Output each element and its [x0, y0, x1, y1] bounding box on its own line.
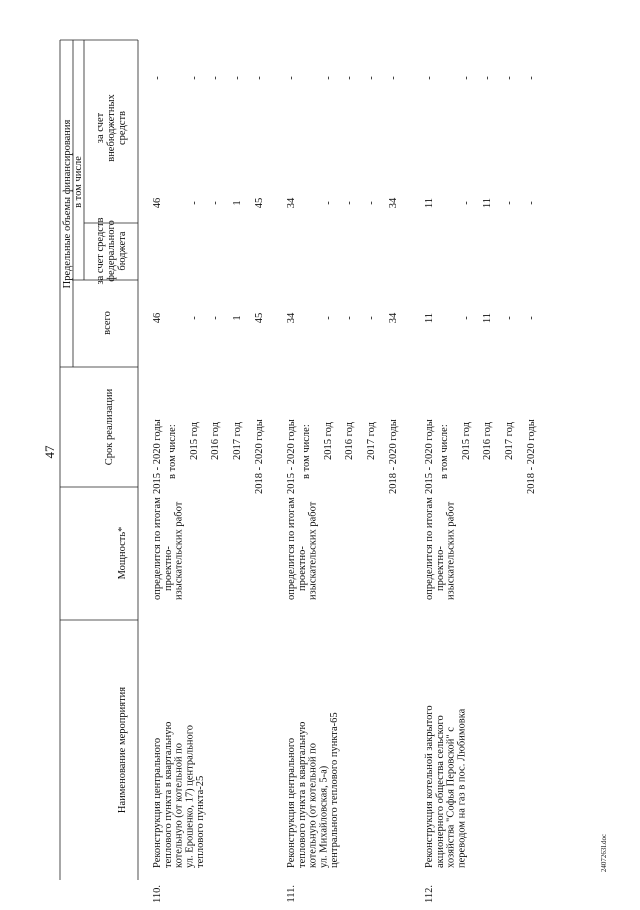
header-extrabudget-line: средств [117, 111, 128, 145]
row-federal-value: - [189, 201, 200, 205]
row-extrabudget-value: - [286, 76, 297, 80]
header-funding-group: Предельные объемы финансирования [62, 119, 73, 289]
row-total-value: - [323, 316, 334, 320]
row-term-line: 2015 - 2020 годы [286, 419, 297, 494]
row-federal-value: - [366, 201, 377, 205]
header-federal-line: за счет средств [95, 217, 106, 285]
row-federal-value: - [323, 201, 334, 205]
row-name-line: ул. Ерошенко, 17) центрального [184, 724, 196, 868]
row-number: 112. [424, 885, 435, 903]
footer-code: 2407263l.doc [600, 833, 608, 873]
header-name: Наименование мероприятия [117, 686, 128, 814]
row-name-line: Реконструкция центрального [152, 737, 163, 868]
row-extrabudget-value: - [323, 76, 334, 80]
row-term-line: в том числе: [439, 424, 450, 479]
row-total-value: - [210, 316, 221, 320]
row-federal-value: - [504, 201, 515, 205]
row-total-value: 11 [482, 312, 493, 324]
row-federal-value: - [344, 201, 355, 205]
row-name-line: Реконструкция центрального [286, 737, 297, 868]
header-total: всего [102, 311, 113, 335]
row-term-line: 2016 год [344, 422, 355, 460]
row-term-line: 2015 год [189, 422, 200, 460]
row-number: 111. [286, 885, 297, 903]
row-term-line: 2016 год [210, 422, 221, 460]
row-term-line: 2018 - 2020 годы [254, 419, 265, 494]
row-federal-value: - [526, 201, 537, 205]
row-extrabudget-value: - [461, 76, 472, 80]
row-federal-value: 46 [152, 197, 163, 209]
row-extrabudget-value: - [366, 76, 377, 80]
row-name-line: переводом на газ в пос. Любимовка [456, 708, 468, 868]
row-total-value: - [344, 316, 355, 320]
row-term-line: в том числе: [301, 424, 312, 479]
row-extrabudget-value: - [424, 76, 435, 80]
row-term-line: 2018 - 2020 годы [388, 419, 399, 494]
row-capacity-line: проектно- [162, 546, 174, 591]
row-term-line: 2015 - 2020 годы [152, 419, 163, 494]
row-capacity-line: определится по итогам [152, 497, 163, 600]
row-total-value: 45 [254, 312, 265, 324]
row-capacity-line: изыскательских работ [445, 501, 457, 600]
row-capacity-line: определится по итогам [286, 497, 297, 600]
row-federal-value: 45 [254, 197, 265, 209]
header-extrabudget-line: за счет [95, 112, 106, 144]
row-extrabudget-value: - [526, 76, 537, 80]
header-federal-line: бюджета [117, 231, 128, 271]
row-capacity-line: проектно- [296, 546, 308, 591]
row-term-line: 2017 год [366, 422, 377, 460]
row-term-line: 2017 год [232, 422, 243, 460]
row-extrabudget-value: - [482, 76, 493, 80]
header-extrabudget-line: внебюджетных [106, 94, 117, 162]
row-federal-value: 11 [424, 197, 435, 209]
row-federal-value: 1 [232, 200, 243, 206]
header-including: в том числе [73, 156, 84, 208]
row-name-line: теплового пункта в квартальную [296, 721, 308, 868]
row-extrabudget-value: - [254, 76, 265, 80]
row-total-value: - [526, 316, 537, 320]
row-total-value: - [366, 316, 377, 320]
row-extrabudget-value: - [152, 76, 163, 80]
row-total-value: - [461, 316, 472, 320]
row-federal-value: 34 [286, 197, 297, 209]
header-capacity: Мощность* [117, 526, 128, 580]
header-term: Срок реализации [104, 388, 115, 466]
row-name-line: котельную (от котельной по [173, 742, 185, 868]
row-term-line: 2016 год [482, 422, 493, 460]
row-total-value: 46 [152, 312, 163, 324]
row-name-line: хозяйства "Софья Перовской" с [445, 727, 457, 868]
row-extrabudget-value: - [388, 76, 399, 80]
row-total-value: 1 [232, 315, 243, 321]
row-name-line: ул. Михайловская, 5-а) [318, 765, 330, 868]
row-term-line: 2015 год [323, 422, 334, 460]
row-name-line: центрального теплового пункта-65 [329, 712, 341, 868]
page-number: 47 [42, 445, 57, 459]
header-federal-line: федерального [106, 220, 117, 282]
row-number: 110. [152, 885, 163, 903]
row-term-line: в том числе: [167, 424, 178, 479]
row-capacity-line: проектно- [434, 546, 446, 591]
row-total-value: 34 [286, 312, 297, 324]
row-term-line: 2017 год [504, 422, 515, 460]
row-federal-value: 11 [482, 197, 493, 209]
row-federal-value: - [210, 201, 221, 205]
row-extrabudget-value: - [344, 76, 355, 80]
row-total-value: - [504, 316, 515, 320]
row-extrabudget-value: - [189, 76, 200, 80]
row-term-line: 2015 год [461, 422, 472, 460]
row-total-value: - [189, 316, 200, 320]
row-extrabudget-value: - [210, 76, 221, 80]
row-capacity-line: изыскательских работ [173, 501, 185, 600]
funding-table [60, 40, 537, 903]
row-name-line: теплового пункта в квартальную [162, 721, 174, 868]
row-federal-value: - [461, 201, 472, 205]
row-extrabudget-value: - [504, 76, 515, 80]
row-total-value: 34 [388, 312, 399, 324]
row-capacity-line: определится по итогам [424, 497, 435, 600]
row-term-line: 2015 - 2020 годы [424, 419, 435, 494]
row-capacity-line: изыскательских работ [307, 501, 319, 600]
row-total-value: 11 [424, 312, 435, 324]
row-term-line: 2018 - 2020 годы [526, 419, 537, 494]
row-name-line: котельную (от котельной по [307, 742, 319, 868]
row-name-line: теплового пункта-25 [195, 775, 207, 868]
row-federal-value: 34 [388, 197, 399, 209]
row-name-line: акционерного общества сельского [434, 715, 446, 868]
row-extrabudget-value: - [232, 76, 243, 80]
row-name-line: Реконструкция котельной закрытого [424, 705, 435, 868]
